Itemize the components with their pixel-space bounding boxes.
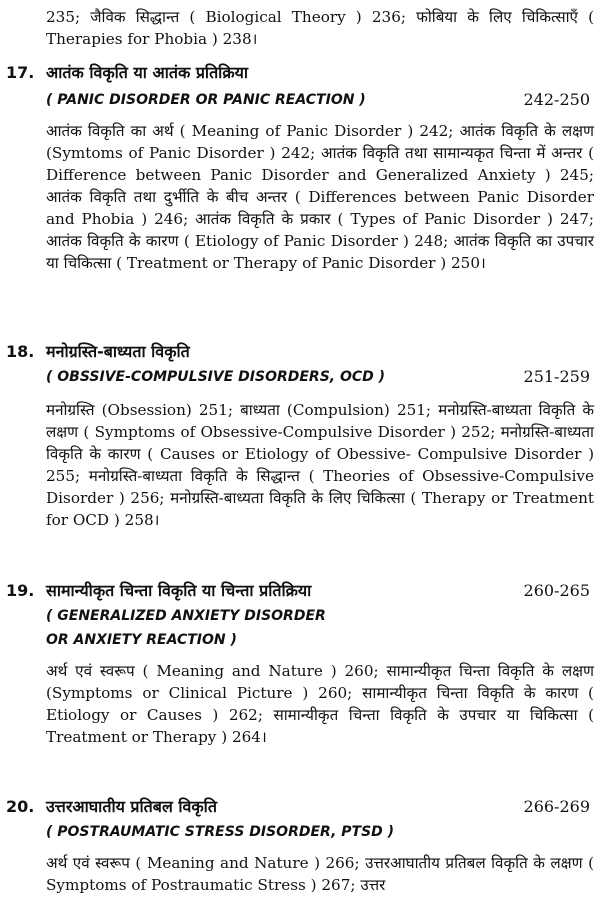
page-range: 251-259 — [523, 367, 590, 386]
section-body: अर्थ एवं स्वरूप ( Meaning and Nature ) 266; उत्तरआघातीय प्रतिबल विकृति के लक्षण ( Symptoms of Postraumatic Stress ) 267; उत्तर — [46, 854, 594, 894]
section-body: मनोग्रस्ति (Obsession) 251; बाध्यता (Compulsion) 251; मनोग्रस्ति-बाध्यता विकृति के लक्षण ( Symptoms of Obsessive-Compulsive Disorder ) 252; मनोग्रस्ति-बाध्यता विकृति के कारण ( Causes or Etiology of Obessive- Compulsive Disorder ) 255; मनोग्रस्ति-बाध्यता विकृति के सिद्धान्त ( Theories of Obsessive-Compulsive Disorder ) 256; मनोग्रस्ति-बाध्यता विकृति के लिए चिकित्सा ( Therapy or Treatment for OCD ) 258। — [46, 401, 594, 529]
section-title-hindi: सामान्यीकृत चिन्ता विकृति या चिन्ता प्रतिक्रिया — [46, 581, 312, 600]
section-body: अर्थ एवं स्वरूप ( Meaning and Nature ) 260; सामान्यीकृत चिन्ता विकृति के लक्षण (Symptoms or Clinical Picture ) 260; सामान्यीकृत चिन्ता विकृति के कारण ( Etiology or Causes ) 262; सामान्यीकृत चिन्ता विकृति के उपचार या चिकित्सा ( Treatment or Therapy ) 264। — [46, 662, 594, 746]
page-range: 242-250 — [523, 90, 590, 109]
section-title-english: ( PANIC DISORDER OR PANIC REACTION ) — [46, 92, 366, 108]
page-range: 266-269 — [523, 797, 590, 816]
section-title-english-line-2: OR ANXIETY REACTION ) — [46, 632, 237, 648]
section-title-english-line-1: ( GENERALIZED ANXIETY DISORDER — [46, 608, 326, 624]
section-number: 17. — [6, 63, 35, 82]
section-title-hindi: आतंक विकृति या आतंक प्रतिक्रिया — [46, 63, 249, 82]
continuation-text: 235; जैविक सिद्धान्त ( Biological Theory ) 236; फोबिया के लिए चिकित्साएँ ( Therapies for Phobia ) 238। — [46, 8, 594, 48]
section-title-hindi: उत्तरआघातीय प्रतिबल विकृति — [46, 797, 217, 816]
section-title-hindi: मनोग्रस्ति-बाध्यता विकृति — [46, 342, 190, 361]
section-body: आतंक विकृति का अर्थ ( Meaning of Panic Disorder ) 242; आतंक विकृति के लक्षण (Symtoms of Panic Disorder ) 242; आतंक विकृति तथा सामान्यकृत चिन्ता में अन्तर ( Difference between Panic Disorder and Generalized Anxiety ) 245; आतंक विकृति तथा दुर्भीति के बीच अन्तर ( Differences between Panic Disorder and Phobia ) 246; आतंक विकृति के प्रकार ( Types of Panic Disorder ) 247; आतंक विकृति के कारण ( Etiology of Panic Disorder ) 248; आतंक विकृति का उपचार या चिकित्सा ( Treatment or Therapy of Panic Disorder ) 250। — [46, 122, 594, 272]
section-number: 19. — [6, 581, 35, 600]
section-number: 20. — [6, 797, 35, 816]
section-title-english: ( OBSSIVE-COMPULSIVE DISORDERS, OCD ) — [46, 369, 386, 385]
section-title-english: ( POSTRAUMATIC STRESS DISORDER, PTSD ) — [46, 824, 395, 840]
section-number: 18. — [6, 342, 35, 361]
page-range: 260-265 — [523, 581, 590, 600]
